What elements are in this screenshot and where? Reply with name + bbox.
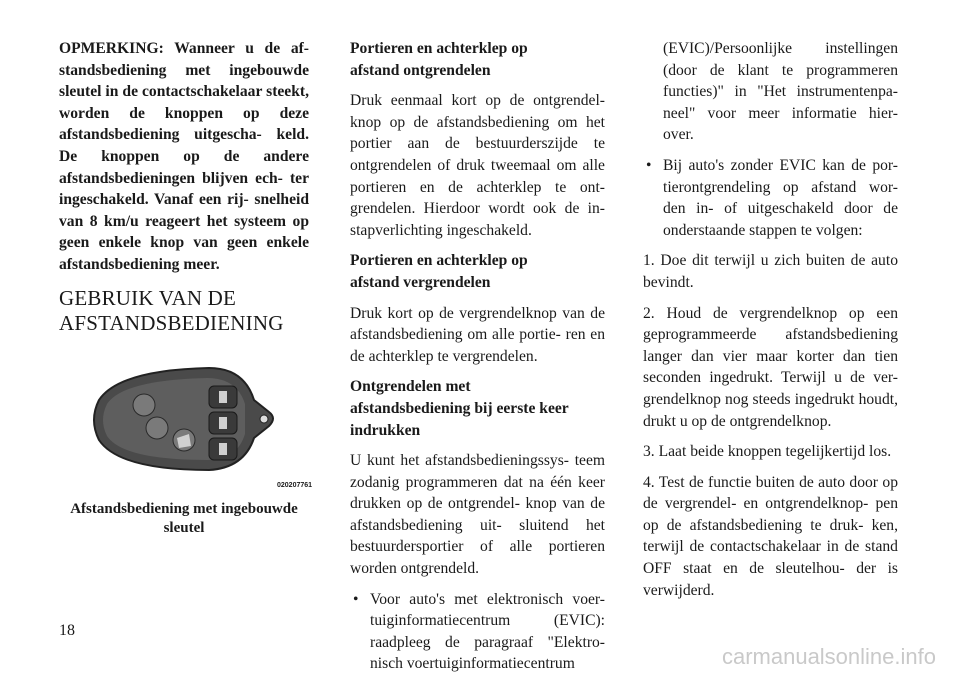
step-4: 4. Test de functie buiten de auto door op de vergrendel- en ontgrendelknop- pen op de afstandsbediening te druk- ken, terwijl de contactschakelaar in de stand OFF staat en de sleutelhou- der is verwijderd.	[643, 473, 899, 599]
note-line: systeem op geen enkele knop van	[59, 212, 309, 252]
bullet-dot: •	[646, 156, 652, 174]
bullet-evic-continued: (EVIC)/Persoonlijke instellingen (door de klant te programmeren functies)" in "Het instrumentenpa- neel" voor meer informatie hier- over.	[663, 40, 898, 144]
paragraph-unlock: Druk eenmaal kort op de ontgrendel- knop op de afstandsbediening om het portier aan de bestuurderszijde te ontgrendelen of druk tweemaal om alle portieren en de achterklep te ont- grendelen. Hierdoor wordt ook de in- stapverlichting ingeschakeld.	[350, 92, 605, 239]
note-line: steekt, worden de knoppen op	[59, 83, 309, 122]
key-fob-figure	[59, 360, 313, 495]
note-line: sleutel in de contactschakelaar	[59, 83, 263, 101]
bullet-no-evic: • Bij auto's zonder EVIC kan de por- tierontgrendeling op afstand wor- den in- of uitgeschakeld door de onderstaande stappen te volgen:	[646, 156, 898, 239]
bullet-evic: • Voor auto's met elektronisch voer- tuiginformatiecentrum (EVIC): raadpleeg de paragraaf "Elektro- nisch voertuiginformatiecentrum	[353, 590, 605, 673]
column-middle	[350, 38, 605, 675]
note-line: afstandsbedieningen blijven ech-	[59, 169, 283, 187]
subheading-unlock: Portieren en achterklep op afstand ontgrendelen	[350, 40, 528, 79]
subheading-first-press: Ontgrendelen met afstandsbediening bij eerste keer indrukken	[350, 378, 569, 439]
note-line: OPMERKING: Wanneer u de af-	[59, 40, 309, 57]
note-line: standsbediening met ingebouwde	[59, 61, 309, 79]
note-line: ter ingeschakeld. Vanaf een rij-	[59, 169, 309, 209]
watermark: carmanualsonline.info	[721, 644, 936, 669]
column-right	[643, 38, 898, 601]
step-3: 3. Laat beide knoppen tegelijkertijd los.	[643, 443, 892, 461]
paragraph-lock: Druk kort op de vergrendelknop van de afstandsbediening om alle portie- ren en de achterklep te vergrendelen.	[350, 304, 606, 365]
page-number: 18	[59, 622, 75, 639]
step-1: 1. Doe dit terwijl u zich buiten de auto bevindt.	[643, 252, 898, 291]
note-paragraph	[59, 38, 309, 276]
bullet-dot: •	[353, 590, 359, 608]
note-line: geen enkele afstandsbediening	[59, 234, 310, 273]
figure-code: 020207761	[277, 482, 313, 489]
step-2: 2. Houd de vergrendelknop op een geprogrammeerde afstandsbediening langer dan vier maar korter dan tien seconden ingedrukt. Terwijl u de ver- grendelknop nog steeds ingedrukt houdt, drukt u op de ontgrendelknop.	[643, 304, 898, 430]
key-fob-icon	[59, 360, 309, 495]
note-line: deze afstandsbediening uitgescha-	[59, 104, 309, 144]
note-line: keld. De knoppen op de andere	[59, 126, 309, 165]
paragraph-first-press: U kunt het afstandsbedieningssys- teem zodanig programmeren dat na één keer drukken op de ontgrendel- knop van de afstandsbediening uit- sluitend het bestuurdersportier of alle portieren worden ontgrendeld.	[350, 452, 605, 578]
note-line: meer.	[183, 255, 220, 273]
section-title: GEBRUIK VAN DE AFSTANDSBEDIENING	[59, 285, 284, 335]
column-left	[59, 38, 309, 336]
figure-caption: Afstandsbediening met ingebouwde sleutel	[70, 501, 298, 536]
subheading-lock: Portieren en achterklep op afstand vergrendelen	[350, 252, 528, 291]
note-line: snelheid van 8 km/u reageert het	[59, 191, 309, 230]
